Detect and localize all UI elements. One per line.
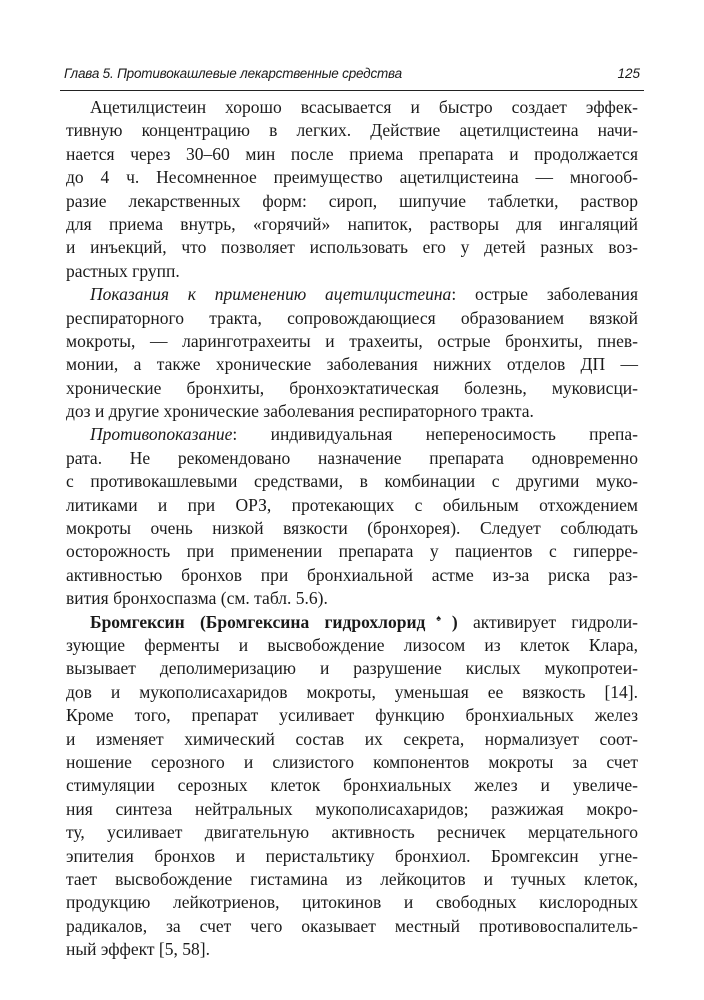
text-line: респираторного тракта, сопровождающиеся образованием вязкой (66, 307, 638, 328)
text-line: доз и другие хронические заболевания респираторного тракта. (66, 401, 534, 422)
text-line: осторожность при применении препарата у пациентов с гиперре- (66, 541, 638, 562)
text-line (66, 423, 638, 446)
text-line: продукцию лейкотриенов, цитокинов и свободных кислородных (66, 892, 638, 913)
text-line: и изменяет химический состав их секрета, нормализует соот- (66, 728, 638, 749)
paragraph-bromhexine (66, 611, 638, 962)
text-line: рата. Не рекомендовано назначение препарата одновременно (66, 447, 638, 468)
paragraph-acetylcysteine-intro (66, 96, 638, 283)
text-line: и инъекций, что позволяет использовать его у детей разных воз- (66, 237, 638, 258)
page-number: 125 (617, 66, 640, 81)
contraindications-heading: Противопоказание (90, 424, 233, 445)
text-line: ношение серозного и слизистого компонентов мокроты за счет (66, 751, 638, 772)
text-fragment: активирует гидроли- (457, 611, 638, 632)
bromhexine-heading-close: ) (451, 611, 458, 632)
text-line: хронические бронхиты, бронхоэктатическая болезнь, муковисци- (66, 377, 638, 398)
running-header (60, 64, 644, 91)
text-line: мокроты очень низкой вязкости (бронхорея). Следует соблюдать (66, 518, 638, 539)
text-line (66, 283, 638, 306)
text-line: Кроме того, препарат усиливает функцию бронхиальных желез (66, 705, 638, 726)
indications-heading: Показания к применению ацетилцистеина (90, 284, 452, 305)
trademark-mark: ♠ (425, 612, 452, 623)
text-line: ный эффект [5, 58]. (66, 939, 210, 960)
paragraph-indications (66, 283, 638, 423)
text-line: разие лекарственных форм: сироп, шипучие таблетки, раствор (66, 190, 638, 211)
text-line: для приема внутрь, «горячий» напиток, растворы для ингаляций (66, 213, 638, 234)
text-fragment: : индивидуальная непереносимость препа- (232, 424, 638, 445)
text-fragment: : острые заболевания (451, 284, 639, 305)
text-line: тивную концентрацию в легких. Действие ацетилцистеина начи- (66, 120, 638, 141)
text-line: активностью бронхов при бронхиальной астме из-за риска раз- (66, 564, 638, 585)
text-line: литиками и при ОРЗ, протекающих с обильным отхождением (66, 494, 638, 515)
text-line: ния синтеза нейтральных мукополисахаридов; разжижая мокро- (66, 798, 638, 819)
paragraph-contraindications (66, 423, 638, 610)
text-line: вызывает деполимеризацию и разрушение кислых мукопротеи- (66, 658, 638, 679)
text-line: дов и мукополисахаридов мокроты, уменьшая ее вязкость [14]. (66, 681, 638, 702)
text-line: нается через 30–60 мин после приема препарата и продолжается (66, 143, 638, 164)
text-line: монии, а также хронические заболевания нижних отделов ДП — (66, 354, 638, 375)
body-text (66, 96, 638, 961)
text-line (66, 611, 638, 634)
text-line: до 4 ч. Несомненное преимущество ацетилцистеина — многооб- (66, 167, 638, 188)
text-line: с противокашлевыми средствами, в комбинации с другими муко- (66, 471, 638, 492)
text-line: эпителия бронхов и перистальтику бронхиол. Бромгексин угне- (66, 845, 638, 866)
text-line: мокроты, — ларинготрахеиты и трахеиты, острые бронхиты, пнев- (66, 330, 638, 351)
text-line: радикалов, за счет чего оказывает местный противовоспалитель- (66, 915, 638, 936)
text-line: растных групп. (66, 260, 180, 281)
text-line: ту, усиливает двигательную активность ресничек мерцательного (66, 822, 638, 843)
text-line: зующие ферменты и высвобождение лизосом из клеток Клара, (66, 634, 638, 655)
bromhexine-heading: Бромгексин (Бромгексина гидрохлорид (90, 611, 426, 632)
text-line: стимуляции серозных клеток бронхиальных желез и увеличе- (66, 775, 638, 796)
text-line: Ацетилцистеин хорошо всасывается и быстро создает эффек- (90, 97, 638, 117)
text-line: тает высвобождение гистамина из лейкоцитов и тучных клеток, (66, 868, 638, 889)
chapter-title: Глава 5. Противокашлевые лекарственные средства (64, 66, 402, 81)
text-line: вития бронхоспазма (см. табл. 5.6). (66, 588, 328, 609)
